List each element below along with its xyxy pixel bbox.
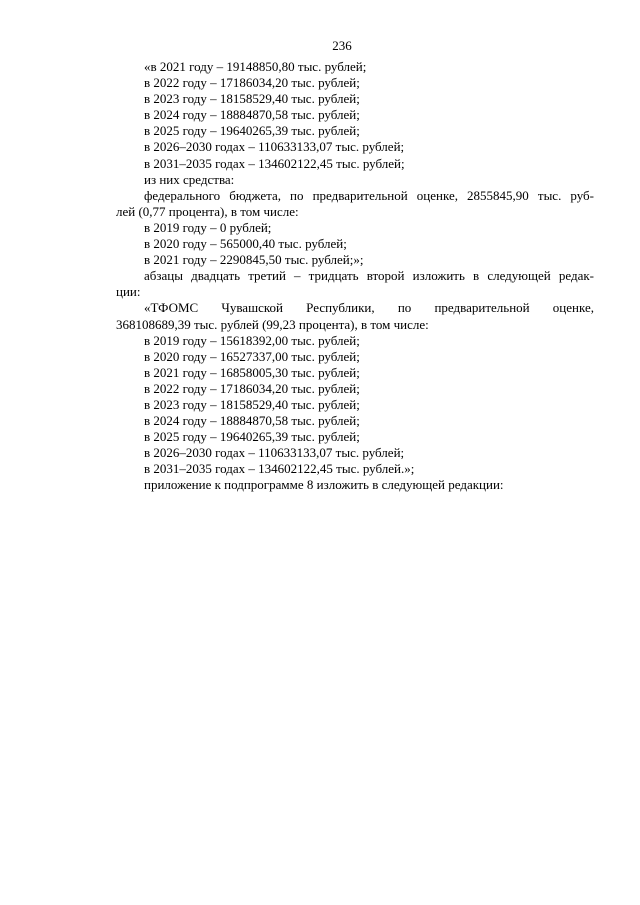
- text-line: «в 2021 году – 19148850,80 тыс. рублей;: [144, 59, 367, 74]
- text-line: в 2024 году – 18884870,58 тыс. рублей;: [144, 413, 360, 429]
- text-line: из них средства:: [144, 171, 235, 187]
- text-line: в 2026–2030 годах – 110633133,07 тыс. рублей;: [144, 139, 405, 155]
- text-line: в 2025 году – 19640265,39 тыс. рублей;: [144, 123, 360, 139]
- text-line: в 2019 году – 0 рублей;: [144, 219, 272, 235]
- document-body: [116, 59, 594, 494]
- text-line: в 2031–2035 годах – 134602122,45 тыс. рублей.»;: [144, 461, 415, 477]
- text-line: 368108689,39 тыс. рублей (99,23 процента), в том числе:: [116, 316, 429, 332]
- text-line: в 2020 году – 16527337,00 тыс. рублей;: [144, 348, 360, 364]
- text-line: приложение к подпрограмме 8 изложить в следующей редакции:: [144, 477, 504, 493]
- text-line: в 2023 году – 18158529,40 тыс. рублей;: [144, 91, 360, 107]
- text-line: в 2019 году – 15618392,00 тыс. рублей;: [144, 332, 360, 348]
- text-line: в 2024 году – 18884870,58 тыс. рублей;: [144, 107, 360, 123]
- text-line: абзацы двадцать третий – тридцать второй изложить в следующей редак-: [144, 268, 594, 284]
- text-line: в 2022 году – 17186034,20 тыс. рублей;: [144, 380, 360, 396]
- text-line: «ТФОМС Чувашской Республики, по предварительной оценке,: [144, 300, 594, 316]
- text-line: в 2022 году – 17186034,20 тыс. рублей;: [144, 75, 360, 91]
- text-line: лей (0,77 процента), в том числе:: [116, 203, 299, 219]
- text-line: в 2023 году – 18158529,40 тыс. рублей;: [144, 396, 360, 412]
- text-line: в 2021 году – 2290845,50 тыс. рублей;»;: [144, 252, 364, 268]
- text-line: в 2020 году – 565000,40 тыс. рублей;: [144, 236, 347, 252]
- text-line: федерального бюджета, по предварительной оценке, 2855845,90 тыс. руб-: [144, 187, 594, 203]
- text-line: в 2025 году – 19640265,39 тыс. рублей;: [144, 429, 360, 445]
- text-line: в 2026–2030 годах – 110633133,07 тыс. рублей;: [144, 445, 405, 461]
- text-line: ции:: [116, 284, 141, 300]
- text-line: в 2021 году – 16858005,30 тыс. рублей;: [144, 364, 360, 380]
- page-number: 236: [332, 38, 352, 53]
- text-line: в 2031–2035 годах – 134602122,45 тыс. рублей;: [144, 155, 405, 171]
